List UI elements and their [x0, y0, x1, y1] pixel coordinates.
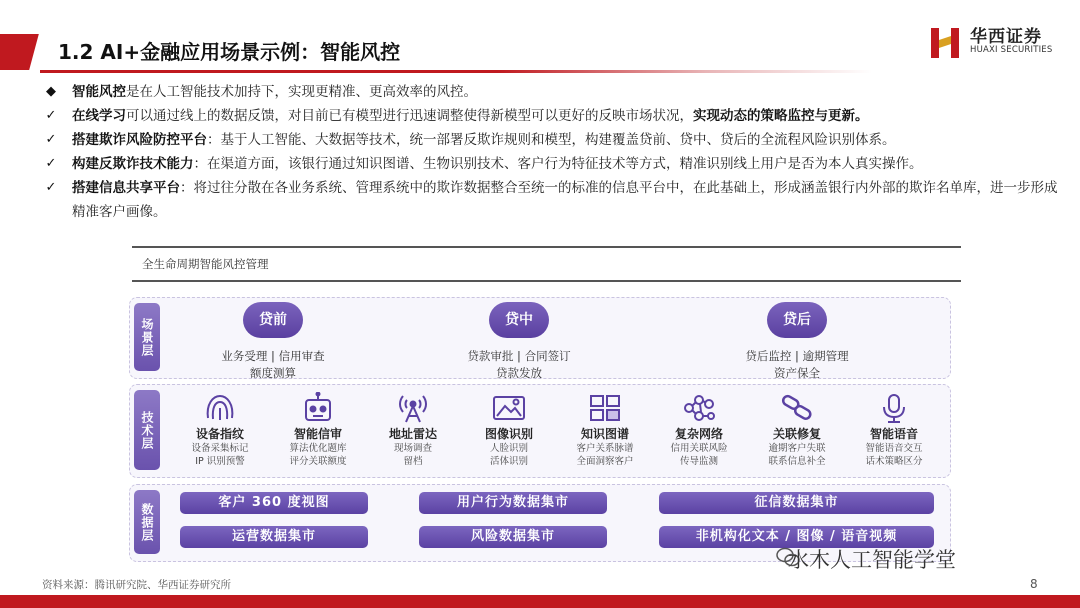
bullet-item	[42, 128, 1062, 152]
tech-name: 知识图谱	[580, 427, 629, 441]
fingerprint-icon	[200, 392, 240, 424]
tech-item-complex-network	[651, 392, 747, 468]
bullet-item	[42, 176, 1062, 224]
data-layer-tag: 数据层	[134, 490, 160, 554]
data-bar-operations: 运营数据集市	[180, 526, 368, 548]
bullet-keyword: 智能风控	[72, 84, 126, 100]
stage-line: 贷款审批 | 合同签订	[467, 349, 571, 363]
robot-icon	[298, 392, 338, 424]
bullet-keyword: 在线学习	[72, 108, 126, 124]
stage-line: 贷后监控 | 逾期管理	[745, 349, 849, 363]
stage-title: 贷后	[767, 302, 827, 338]
microphone-icon	[874, 392, 914, 424]
tech-item-smart-review	[270, 392, 366, 468]
watermark-text: 水木人工智能学堂	[788, 548, 956, 572]
tech-item-address-radar	[365, 392, 461, 468]
tech-desc: 设备采集标记	[191, 443, 249, 454]
data-bar-customer-360: 客户 360 度视图	[180, 492, 368, 514]
tech-item-knowledge-graph	[557, 392, 653, 468]
bullet-keyword: 构建反欺诈技术能力	[72, 156, 194, 172]
tech-desc: 客户关系脉谱	[576, 443, 634, 454]
radar-tower-icon	[393, 392, 433, 424]
knowledge-graph-icon	[585, 392, 625, 424]
tech-desc: IP 识别预警	[195, 456, 245, 467]
tech-name: 复杂网络	[674, 427, 723, 441]
tech-item-link-repair	[749, 392, 845, 468]
stage-line: 额度测算	[250, 366, 296, 380]
bullet-text: ：在渠道方面，该银行通过知识图谱、生物识别技术、客户行为特征技术等方式，精准识别线上用户是否为本人真实操作。	[193, 156, 923, 172]
panel-top-rule	[132, 246, 961, 248]
stage-title: 贷中	[489, 302, 549, 338]
bullet-item	[42, 80, 1062, 104]
footer-bar	[0, 595, 1080, 608]
tech-desc: 现场调查	[393, 443, 432, 454]
logo-text-cn: 华西证券	[970, 27, 1042, 47]
tech-desc: 留档	[403, 456, 423, 467]
stage-title: 贷前	[243, 302, 303, 338]
tech-desc: 联系信息补全	[768, 456, 826, 467]
panel-caption-rule	[132, 280, 961, 282]
tech-item-smart-voice	[846, 392, 942, 468]
check-icon: ✓	[45, 156, 57, 171]
tech-item-image-recognition	[461, 392, 557, 468]
bullet-keyword: 搭建欺诈风险防控平台	[72, 132, 207, 148]
tech-name: 智能信审	[293, 427, 342, 441]
stage-line: 贷款发放	[496, 366, 542, 380]
tech-name: 设备指纹	[195, 427, 244, 441]
diamond-bullet-icon: ◆	[46, 84, 56, 99]
tech-item-fingerprint	[172, 392, 268, 468]
tech-desc: 算法优化题库	[289, 443, 347, 454]
header-underline	[40, 70, 872, 73]
network-icon	[679, 392, 719, 424]
check-icon: ✓	[45, 108, 57, 123]
tech-desc: 全面洞察客户	[576, 456, 634, 467]
image-icon	[489, 392, 529, 424]
bullet-text: 可以通过线上的数据反馈，对目前已有模型进行迅速调整使得新模型可以更好的反映市场状况，	[126, 108, 693, 124]
data-bar-user-behavior: 用户行为数据集市	[419, 492, 607, 514]
stage-in-loan	[419, 302, 619, 382]
huaxi-logo-icon	[929, 26, 961, 60]
tech-name: 地址雷达	[388, 427, 437, 441]
check-icon: ✓	[45, 132, 57, 147]
bullet-text: ：将过往分散在各业务系统、管理系统中的欺诈数据整合至统一的标准的信息平台中，在此基础上，形成涵盖银行内外部的欺诈名单库，进一步形成精准客户画像。	[72, 180, 1058, 220]
scene-layer-tag: 场景层	[134, 303, 160, 371]
bullet-item	[42, 104, 1062, 128]
stage-pre-loan	[173, 302, 373, 382]
tech-desc: 话术策略区分	[865, 456, 923, 467]
bullet-keyword: 搭建信息共享平台	[72, 180, 180, 196]
data-bar-credit: 征信数据集市	[659, 492, 934, 514]
tech-desc: 传导监测	[679, 456, 718, 467]
link-icon	[777, 392, 817, 424]
tech-desc: 人脸识别	[489, 443, 528, 454]
bullet-text: ：基于人工智能、大数据等技术，统一部署反欺诈规则和模型，构建覆盖贷前、贷中、贷后的全流程风险识别体系。	[207, 132, 896, 148]
tech-layer-tag: 技术层	[134, 390, 160, 470]
bullet-item	[42, 152, 1062, 176]
logo-text-en: HUAXI SECURITIES	[970, 45, 1053, 55]
bullet-list	[42, 80, 1062, 224]
bullet-text: 是在人工智能技术加持下，实现更精准、更高效率的风控。	[126, 84, 477, 100]
check-icon: ✓	[45, 180, 57, 195]
page-number: 8	[1030, 577, 1038, 591]
page-title: 1.2 AI+金融应用场景示例：智能风控	[58, 40, 401, 64]
tech-desc: 智能语音交互	[865, 443, 923, 454]
stage-line: 资产保全	[774, 366, 820, 380]
tech-name: 关联修复	[772, 427, 821, 441]
tech-name: 智能语音	[869, 427, 918, 441]
bullet-emphasis: 实现动态的策略监控与更新。	[693, 108, 869, 124]
panel-caption: 全生命周期智能风控管理	[142, 257, 269, 271]
tech-name: 图像识别	[484, 427, 533, 441]
stage-line: 业务受理 | 信用审查	[221, 349, 325, 363]
tech-desc: 信用关联风险	[670, 443, 728, 454]
data-bar-unstructured: 非机构化文本 / 图像 / 语音视频	[659, 526, 934, 548]
tech-desc: 活体识别	[489, 456, 528, 467]
tech-desc: 逾期客户失联	[768, 443, 826, 454]
data-bar-risk: 风险数据集市	[419, 526, 607, 548]
source-note: 资料来源：腾讯研究院、华西证券研究所	[42, 579, 231, 591]
stage-post-loan	[697, 302, 897, 382]
tech-desc: 评分关联额度	[289, 456, 347, 467]
